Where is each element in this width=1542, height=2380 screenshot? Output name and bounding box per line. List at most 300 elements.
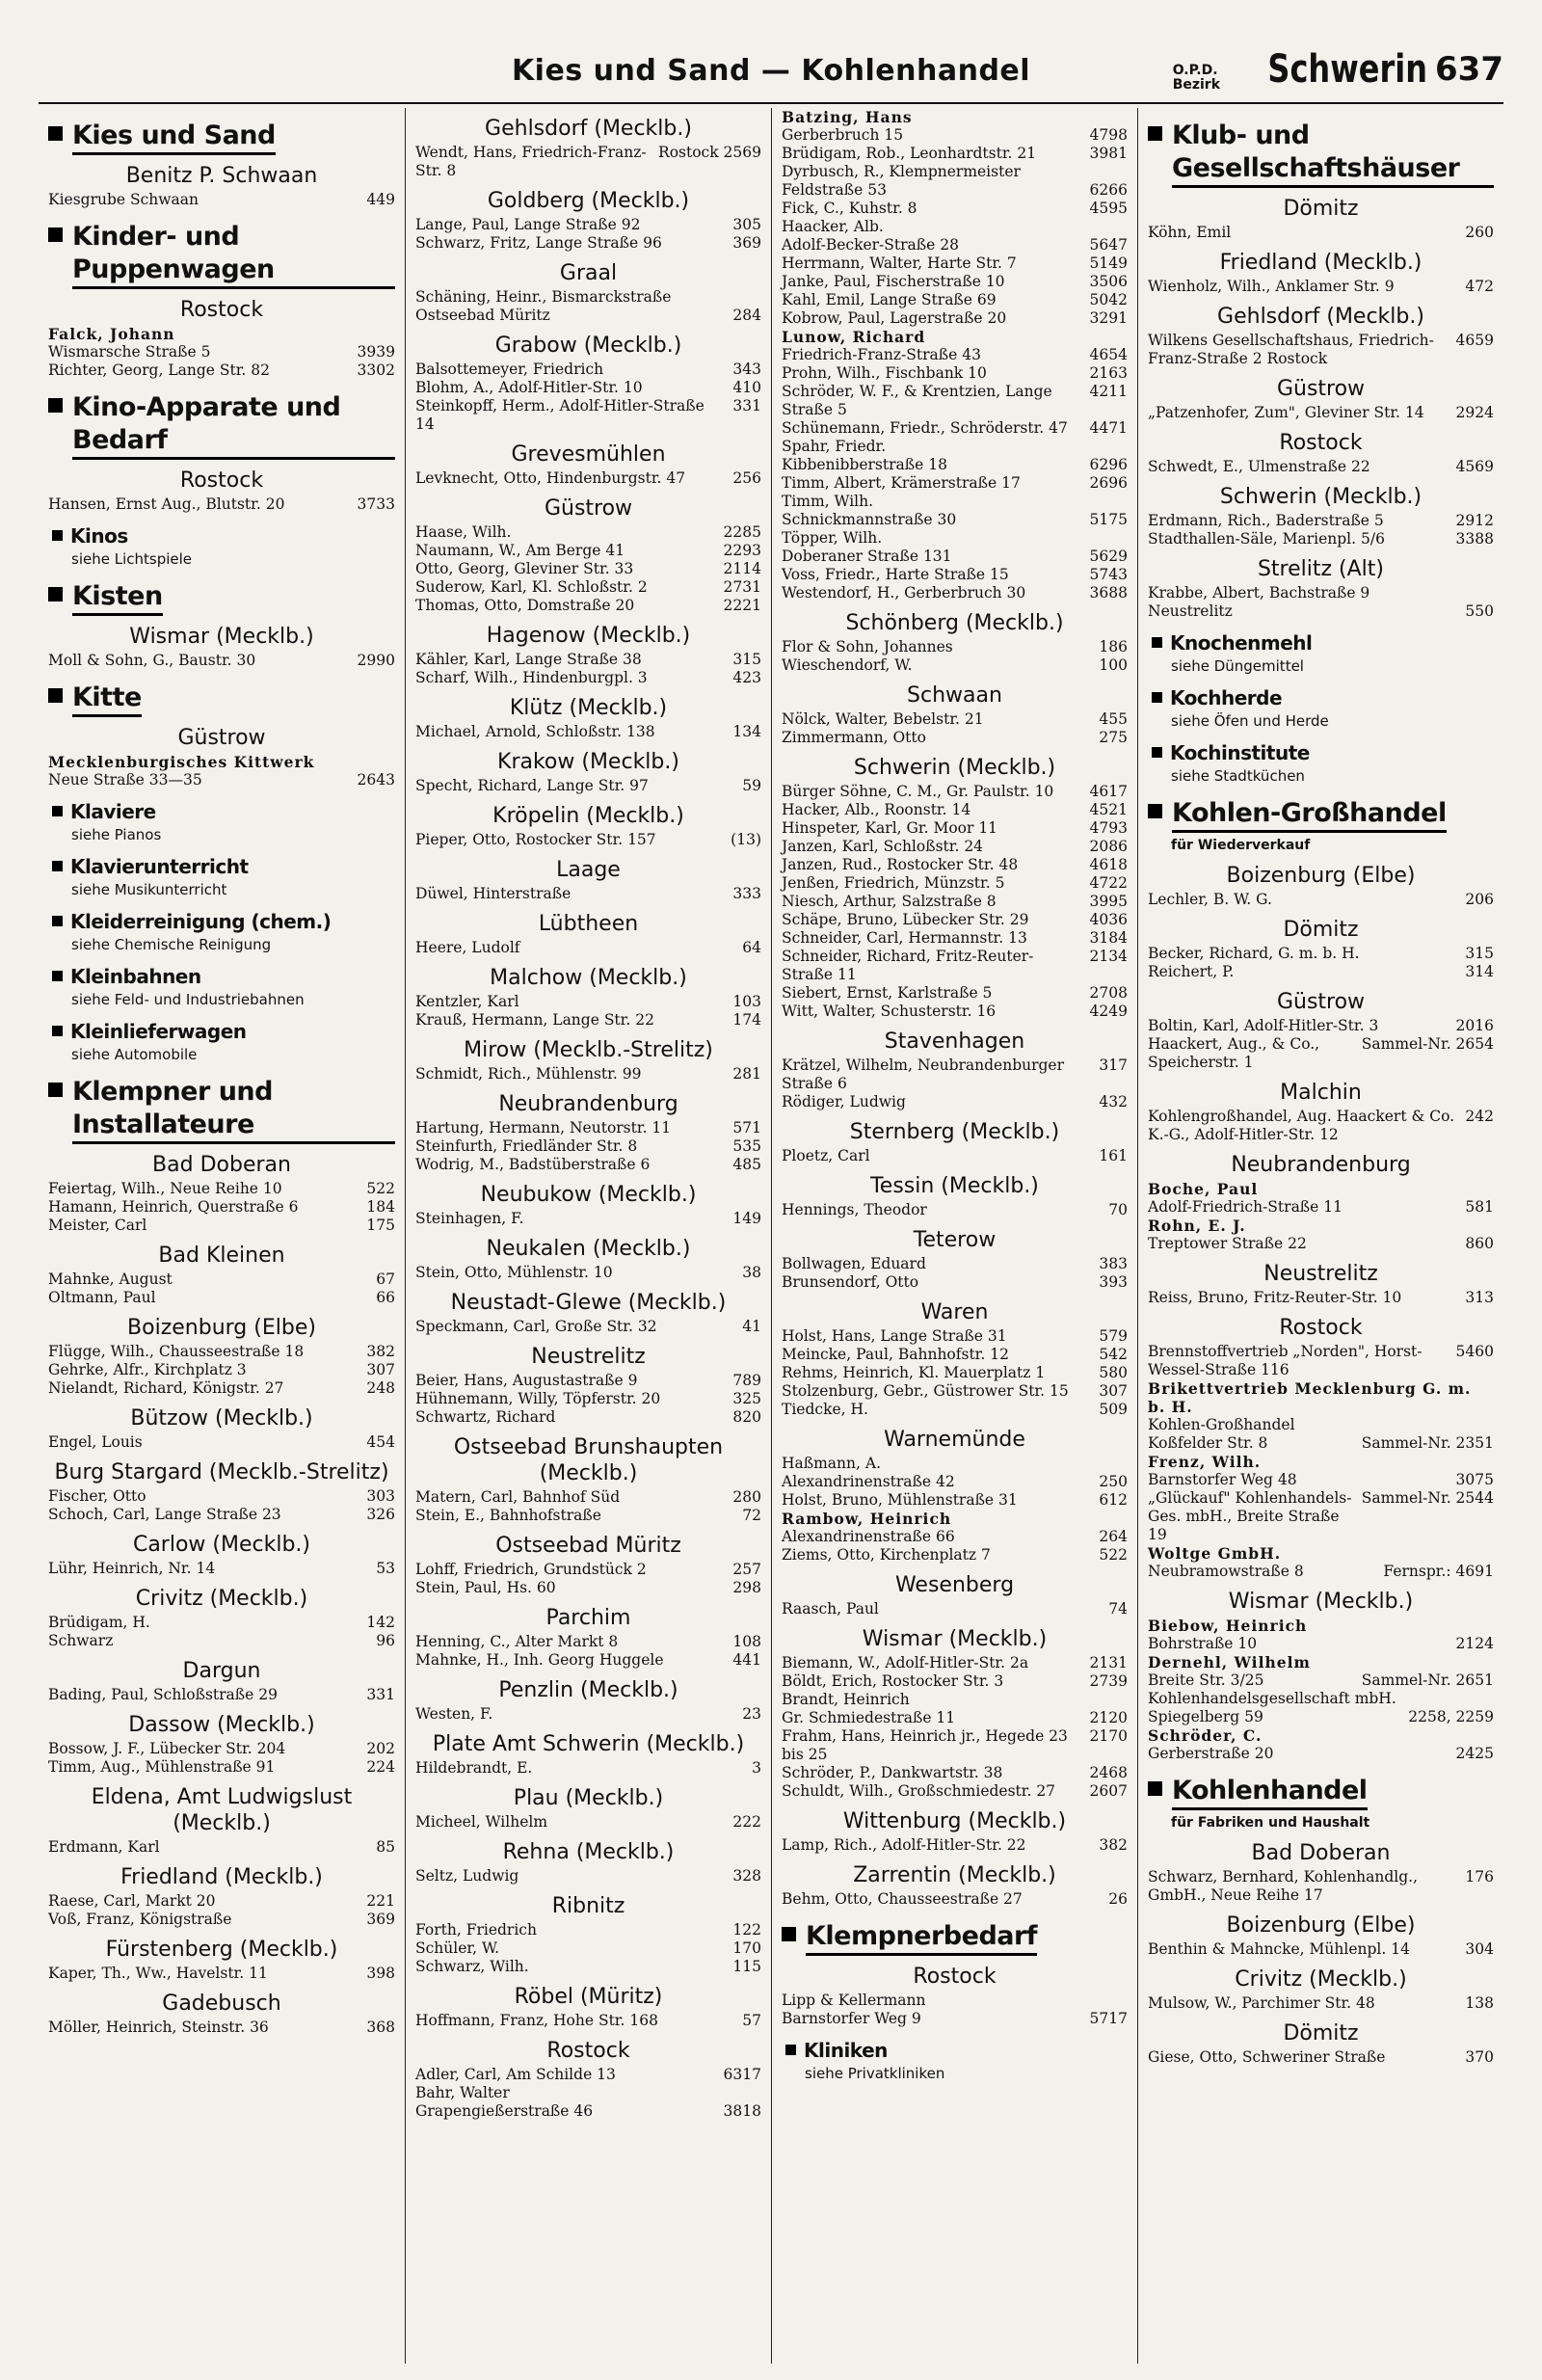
section-title: Klempner und Installateure: [72, 1076, 395, 1144]
section-subtitle: für Fabriken und Haushalt: [1171, 1815, 1370, 1831]
entry-name: Wodrig, M., Badstüberstraße 6: [415, 1156, 651, 1173]
entry-name: Westen, F.: [415, 1705, 493, 1723]
listing-entry: [782, 1401, 1128, 1419]
entry-phone: 4618: [1089, 856, 1128, 873]
entry-name: Reiss, Bruno, Fritz-Reuter-Str. 10: [1148, 1289, 1402, 1306]
listing-entry: [1148, 1035, 1494, 1072]
entry-name: Timm, Aug., Mühlenstraße 91: [48, 1758, 276, 1776]
entry-name: Koßfelder Str. 8: [1148, 1434, 1268, 1452]
entry-phone: [389, 325, 395, 343]
entry-name: Specht, Richard, Lange Str. 97: [415, 777, 649, 794]
section-heading: [1148, 742, 1494, 763]
listing-entry: [782, 1654, 1128, 1672]
entry-phone: 2124: [1455, 1635, 1494, 1652]
entry-name: Westendorf, H., Gerberbruch 30: [782, 584, 1026, 602]
entry-name: Rambow, Heinrich: [782, 1510, 952, 1528]
listing-entry: [1148, 1017, 1494, 1035]
cross-reference: siehe Düngemittel: [1171, 657, 1304, 675]
entry-name: Behm, Otto, Chausseestraße 27: [782, 1890, 1023, 1908]
entry-phone: 343: [732, 361, 761, 378]
section-bullet-icon: [1152, 637, 1162, 648]
entry-name: Timm, Wilh.: [782, 493, 874, 510]
entry-name: Schröder, P., Dankwartstr. 38: [782, 1764, 1003, 1781]
cross-reference: siehe Lichtspiele: [71, 550, 193, 568]
entry-phone: 264: [1099, 1528, 1128, 1545]
entry-phone: 2285: [723, 523, 761, 541]
entry-name: Wienholz, Wilh., Anklamer Str. 9: [1148, 278, 1395, 295]
listing-entry: [415, 2084, 761, 2102]
listing-entry: [1148, 584, 1494, 602]
listing-entry: [782, 309, 1128, 328]
entry-phone: 2163: [1089, 364, 1128, 382]
cross-reference: siehe Öfen und Herde: [1171, 712, 1329, 730]
place-heading: Ostseebad Brunshaupten (Mecklb.): [453, 1435, 724, 1485]
place-heading: Boizenburg (Elbe): [1226, 864, 1416, 888]
entry-name: Schwartz, Richard: [415, 1408, 556, 1426]
entry-name: Boltin, Karl, Adolf-Hitler-Str. 3: [1148, 1017, 1379, 1034]
entry-name: Lamp, Rich., Adolf-Hitler-Str. 22: [782, 1836, 1026, 1854]
listing-entry: [782, 456, 1128, 474]
listing-entry: [415, 885, 761, 903]
entry-name: Gr. Schmiedestraße 11: [782, 1709, 956, 1726]
entry-name: Blohm, A., Adolf-Hitler-Str. 10: [415, 379, 643, 396]
section-bullet-icon: [1152, 692, 1162, 703]
cross-reference: siehe Pianos: [71, 826, 162, 843]
place-heading: Neubrandenburg: [1231, 1153, 1411, 1177]
entry-name: Speckmann, Carl, Große Str. 32: [415, 1318, 657, 1335]
entry-phone: 331: [366, 1686, 395, 1703]
entry-name: Mecklenburgisches Kittwerk: [48, 753, 315, 771]
entry-phone: 3995: [1089, 893, 1128, 910]
place-heading: Grabow (Mecklb.): [494, 334, 682, 358]
section-bullet-icon: [48, 227, 63, 242]
listing-entry: [782, 1691, 1128, 1709]
section-heading: [48, 391, 395, 460]
place-heading: Dömitz: [1283, 197, 1359, 221]
listing-entry: [782, 511, 1128, 529]
entry-phone: 454: [366, 1433, 395, 1451]
listing-entry: [782, 948, 1128, 984]
entry-name: Beier, Hans, Augustastraße 9: [415, 1372, 638, 1389]
listing-entry: [415, 1408, 761, 1427]
place-heading: Güstrow: [1276, 990, 1366, 1014]
entry-name: Stein, Paul, Hs. 60: [415, 1579, 556, 1596]
listing-entry: [415, 1633, 761, 1651]
entry-phone: 579: [1099, 1327, 1128, 1345]
entry-name: Siebert, Ernst, Karlstraße 5: [782, 984, 993, 1002]
entry-name: Rohn, E. J.: [1148, 1217, 1246, 1235]
entry-phone: 4471: [1089, 419, 1128, 437]
entry-phone: 580: [1099, 1364, 1128, 1381]
listing-entry: [1148, 1635, 1494, 1653]
entry-name: Schneider, Carl, Hermannstr. 13: [782, 929, 1027, 947]
place-heading: Malchow (Mecklb.): [490, 966, 687, 990]
section-title: Kitte: [72, 682, 142, 717]
section-bullet-icon: [48, 398, 63, 413]
entry-name: Dyrbusch, R., Klempnermeister: [782, 163, 1021, 180]
entry-name: Haase, Wilh.: [415, 523, 512, 541]
entry-phone: 5175: [1089, 511, 1128, 528]
entry-name: Schuldt, Wilh., Großschmiedestr. 27: [782, 1782, 1056, 1800]
section-heading: [1148, 632, 1494, 654]
listing-entry: [1148, 1726, 1494, 1745]
listing-entry: [782, 638, 1128, 656]
listing-entry: [1148, 1108, 1494, 1144]
entry-name: Neubramowstraße 8: [1148, 1563, 1304, 1580]
listing-entry: [48, 1217, 395, 1235]
section-bullet-icon: [48, 126, 63, 141]
entry-name: Dernehl, Wilhelm: [1148, 1653, 1311, 1671]
listing-entry: [415, 1065, 761, 1083]
place-heading: Rostock: [1279, 1316, 1363, 1340]
bezirk-label: Bezirk: [1172, 77, 1221, 93]
entry-phone: 333: [732, 885, 761, 902]
listing-entry: [48, 191, 395, 209]
section-heading: [782, 2040, 1128, 2061]
entry-phone: 53: [376, 1560, 395, 1577]
entry-name: Herrmann, Walter, Harte Str. 7: [782, 254, 1017, 272]
listing-entry: [415, 939, 761, 957]
entry-name: Michael, Arnold, Schloßstr. 138: [415, 723, 655, 740]
listing-entry: [782, 656, 1128, 675]
listing-entry: [1148, 404, 1494, 422]
section-title: Kino-Apparate und Bedarf: [72, 391, 395, 460]
entry-name: Voß, Franz, Königstraße: [48, 1911, 232, 1928]
listing-entry: [48, 1632, 395, 1650]
listing-entry: [782, 273, 1128, 291]
entry-phone: 103: [732, 993, 761, 1010]
entry-name: Gerberstraße 20: [1148, 1745, 1274, 1762]
entry-phone: 122: [732, 1921, 761, 1939]
listing-entry: [782, 984, 1128, 1003]
entry-name: Kähler, Karl, Lange Straße 38: [415, 651, 642, 668]
entry-phone: [1488, 1180, 1494, 1198]
entry-name: Hildebrandt, E.: [415, 1759, 533, 1777]
entry-phone: 423: [732, 669, 761, 686]
entry-phone: 542: [1099, 1346, 1128, 1363]
place-heading: Strelitz (Alt): [1257, 557, 1385, 581]
entry-name: Breite Str. 3/25: [1148, 1671, 1264, 1689]
section-title: Kochinstitute: [1170, 741, 1310, 764]
listing-entry: [415, 578, 761, 597]
listing-entry: [415, 1137, 761, 1156]
place-heading: Malchin: [1280, 1081, 1362, 1105]
listing-entry: [782, 729, 1128, 747]
entry-name: Stein, E., Bahnhofstraße: [415, 1507, 601, 1524]
entry-phone: [1488, 584, 1494, 602]
entry-phone: [1488, 1726, 1494, 1745]
section-title: Kliniken: [804, 2039, 888, 2062]
entry-phone: 4798: [1089, 126, 1128, 144]
listing-entry: [415, 993, 761, 1011]
entry-name: Matern, Carl, Bahnhof Süd: [415, 1488, 621, 1506]
entry-name: Wismarsche Straße 5: [48, 343, 211, 361]
section-title: Klavierunterricht: [70, 855, 249, 878]
listing-entry: [1148, 1544, 1494, 1563]
entry-name: Rehms, Heinrich, Kl. Mauerplatz 1: [782, 1364, 1046, 1381]
place-heading: Schwerin (Mecklb.): [1219, 485, 1422, 509]
entry-name: Spahr, Friedr.: [782, 438, 887, 455]
listing-entry: [1148, 1379, 1494, 1416]
cross-reference: siehe Stadtküchen: [1171, 767, 1305, 785]
section-title: Kleiderreinigung (chem.): [70, 910, 332, 933]
entry-phone: [1122, 529, 1128, 548]
entry-name: Scharf, Wilh., Hindenburgpl. 3: [415, 669, 648, 686]
entry-name: Jenßen, Friedrich, Münzstr. 5: [782, 874, 1005, 892]
entry-phone: 23: [742, 1705, 761, 1723]
listing-entry: [48, 495, 395, 514]
listing-entry: [782, 874, 1128, 893]
entry-name: Flor & Sohn, Johannes: [782, 638, 953, 655]
listing-entry: [48, 771, 395, 789]
entry-phone: [1488, 1617, 1494, 1635]
place-heading: Schönberg (Mecklb.): [845, 611, 1064, 635]
entry-name: Ziems, Otto, Kirchenplatz 7: [782, 1546, 991, 1564]
listing-entry: [48, 753, 395, 771]
entry-phone: 326: [366, 1506, 395, 1523]
section-heading: [48, 856, 395, 877]
entry-phone: 170: [732, 1939, 761, 1957]
entry-phone: 2425: [1455, 1745, 1494, 1762]
entry-name: Schoch, Carl, Lange Straße 23: [48, 1506, 281, 1523]
entry-phone: Sammel-Nr. 2544: [1361, 1489, 1494, 1507]
entry-phone: 96: [376, 1632, 395, 1649]
entry-phone: 314: [1465, 963, 1494, 980]
entry-name: Giese, Otto, Schweriner Straße: [1148, 2048, 1386, 2066]
place-heading: Bad Kleinen: [158, 1243, 285, 1268]
entry-name: Schünemann, Friedr., Schröderstr. 47: [782, 419, 1068, 437]
entry-name: Spiegelberg 59: [1148, 1708, 1263, 1725]
listing-entry: [415, 1210, 761, 1228]
entry-phone: 368: [366, 2019, 395, 2036]
listing-entry: [782, 1255, 1128, 1273]
section-title: Kisten: [72, 580, 163, 616]
entry-phone: 307: [1099, 1382, 1128, 1400]
entry-name: Fick, C., Kuhstr. 8: [782, 200, 917, 217]
section-title: Kleinlieferwagen: [70, 1020, 247, 1043]
entry-name: Kohlengroßhandel, Aug. Haackert & Co. K.-G., Adolf-Hitler-Str. 12: [1148, 1108, 1455, 1143]
entry-name: Adler, Carl, Am Schilde 13: [415, 2066, 616, 2083]
place-heading: Hagenow (Mecklb.): [486, 624, 691, 648]
listing-entry: [415, 1119, 761, 1137]
listing-entry: [415, 651, 761, 669]
entry-name: Neue Straße 33—35: [48, 771, 202, 789]
place-heading: Güstrow: [1276, 377, 1366, 401]
entry-name: Richter, Georg, Lange Str. 82: [48, 361, 270, 379]
listing-entry: [1148, 512, 1494, 530]
entry-phone: 2696: [1089, 474, 1128, 492]
entry-phone: 72: [742, 1507, 761, 1524]
entry-name: Schüler, W.: [415, 1939, 500, 1957]
listing-entry: [48, 1911, 395, 1929]
entry-phone: 860: [1465, 1235, 1494, 1252]
entry-name: Ploetz, Carl: [782, 1147, 870, 1164]
entry-name: Suderow, Karl, Kl. Schloßstr. 2: [415, 578, 648, 596]
listing-entry: [782, 1056, 1128, 1093]
entry-phone: 221: [366, 1892, 395, 1910]
entry-phone: 70: [1108, 1201, 1128, 1218]
entry-phone: 2708: [1089, 984, 1128, 1002]
entry-phone: 3506: [1089, 273, 1128, 290]
listing-entry: [782, 801, 1128, 819]
entry-phone: 281: [732, 1065, 761, 1083]
entry-phone: 449: [366, 191, 395, 208]
place-heading: Krakow (Mecklb.): [497, 750, 679, 774]
place-heading: Laage: [556, 858, 621, 882]
section-bullet-icon: [782, 1927, 796, 1941]
entry-phone: 304: [1465, 1940, 1494, 1958]
entry-name: Haßmann, A.: [782, 1455, 881, 1472]
entry-name: Mahnke, August: [48, 1270, 173, 1288]
entry-name: Naumann, W., Am Berge 41: [415, 542, 625, 559]
listing-entry: [415, 469, 761, 488]
entry-phone: 370: [1465, 2048, 1494, 2066]
entry-phone: 248: [366, 1379, 395, 1397]
entry-phone: 382: [366, 1343, 395, 1360]
entry-name: Benthin & Mahncke, Mühlenpl. 14: [1148, 1940, 1410, 1958]
entry-phone: 175: [366, 1217, 395, 1234]
entry-name: Voss, Friedr., Harte Straße 15: [782, 566, 1009, 583]
entry-phone: 4654: [1089, 346, 1128, 363]
listing-entry: [48, 325, 395, 343]
entry-phone: 242: [1465, 1108, 1494, 1125]
entry-name: Meincke, Paul, Bahnhofstr. 12: [782, 1346, 1009, 1363]
listing-entry: [48, 1838, 395, 1857]
entry-phone: [1122, 1510, 1128, 1528]
entry-phone: 535: [732, 1137, 761, 1155]
place-heading: Dömitz: [1283, 2021, 1359, 2046]
entry-name: Gerberbruch 15: [782, 126, 904, 144]
place-heading: Wismar (Mecklb.): [1228, 1590, 1414, 1614]
place-heading: Rostock: [546, 2039, 630, 2063]
entry-name: Bading, Paul, Schloßstraße 29: [48, 1686, 278, 1703]
entry-phone: 284: [732, 307, 761, 324]
entry-name: Witt, Walter, Schusterstr. 16: [782, 1003, 997, 1020]
place-heading: Röbel (Müritz): [514, 1985, 663, 2009]
place-heading: Gehlsdorf (Mecklb.): [1217, 305, 1424, 329]
section-bullet-icon: [1148, 804, 1162, 818]
place-heading: Boizenburg (Elbe): [127, 1316, 316, 1340]
entry-name: Alexandrinenstraße 42: [782, 1473, 955, 1490]
entry-phone: 142: [366, 1614, 395, 1631]
page-header: [39, 46, 1503, 104]
entry-phone: 369: [366, 1911, 395, 1928]
entry-name: Nölck, Walter, Bebelstr. 21: [782, 710, 984, 728]
place-heading: Schwerin (Mecklb.): [853, 756, 1056, 780]
entry-phone: 581: [1465, 1198, 1494, 1216]
listing-entry: [48, 1758, 395, 1777]
entry-phone: 398: [366, 1965, 395, 1982]
entry-phone: 5717: [1089, 2010, 1128, 2027]
place-heading: Sternberg (Mecklb.): [849, 1120, 1060, 1144]
listing-entry: [48, 343, 395, 361]
entry-name: Schwarz, Bernhard, Kohlenhandlg., GmbH., Neue Reihe 17: [1148, 1868, 1419, 1904]
entry-name: Reichert, P.: [1148, 963, 1235, 980]
listing-entry: [1148, 1745, 1494, 1763]
entry-name: Brüdigam, H.: [48, 1614, 150, 1631]
listing-entry: [1148, 1289, 1494, 1307]
place-heading: Dassow (Mecklb.): [128, 1713, 315, 1737]
entry-phone: 6296: [1089, 456, 1128, 473]
listing-entry: [415, 397, 761, 434]
listing-entry: [782, 893, 1128, 911]
entry-name: Balsottemeyer, Friedrich: [415, 361, 604, 378]
entry-name: Ostseebad Müritz: [415, 307, 550, 324]
entry-name: Haackert, Aug., & Co., Speicherstr. 1: [1148, 1035, 1320, 1071]
entry-name: Brandt, Heinrich: [782, 1691, 910, 1708]
listing-entry: [1148, 1653, 1494, 1671]
entry-phone: 6317: [723, 2066, 761, 2083]
place-heading: Schwaan: [907, 683, 1002, 708]
entry-phone: 5149: [1089, 254, 1128, 272]
entry-name: Adolf-Becker-Straße 28: [782, 236, 959, 254]
listing-entry: [782, 548, 1128, 566]
entry-name: Böldt, Erich, Rostocker Str. 3: [782, 1672, 1004, 1690]
place-heading: Rostock: [1279, 431, 1363, 455]
listing-entry: [782, 710, 1128, 729]
listing-entry: [48, 1289, 395, 1307]
listing-entry: [782, 1003, 1128, 1021]
listing-entry: [782, 1528, 1128, 1546]
place-heading: Wesenberg: [894, 1573, 1015, 1597]
listing-entry: [782, 1147, 1128, 1165]
listing-entry: [415, 1921, 761, 1939]
entry-name: Wendt, Hans, Friedrich-Franz-Str. 8: [415, 144, 647, 179]
entry-phone: 550: [1465, 602, 1494, 620]
listing-entry: [1148, 1180, 1494, 1198]
section-heading: [48, 221, 395, 289]
entry-name: Falck, Johann: [48, 325, 175, 343]
listing-entry: [782, 346, 1128, 364]
entry-name: Haacker, Alb.: [782, 218, 884, 235]
entry-name: Alexandrinenstraße 66: [782, 1528, 955, 1545]
listing-entry: [782, 1727, 1128, 1764]
entry-phone: 2607: [1089, 1782, 1128, 1800]
listing-entry: [1148, 1868, 1494, 1905]
place-heading: Benitz P. Schwaan: [125, 164, 318, 188]
entry-phone: 3981: [1089, 145, 1128, 162]
entry-phone: 2086: [1089, 838, 1128, 855]
entry-phone: 2468: [1089, 1764, 1128, 1781]
listing-entry: [782, 1364, 1128, 1382]
entry-name: Forth, Friedrich: [415, 1921, 537, 1939]
entry-phone: 64: [742, 939, 761, 956]
section-heading: [782, 1920, 1128, 1956]
listing-entry: [48, 1614, 395, 1632]
listing-entry: [48, 1270, 395, 1289]
entry-name: Hartung, Hermann, Neutorstr. 11: [415, 1119, 672, 1137]
entry-name: Stolzenburg, Gebr., Güstrower Str. 15: [782, 1382, 1069, 1400]
listing-entry: [415, 1488, 761, 1507]
entry-name: Schnickmannstraße 30: [782, 511, 957, 528]
listing-entry: [782, 838, 1128, 856]
entry-phone: 382: [1099, 1836, 1128, 1854]
listing-entry: [1148, 1453, 1494, 1471]
entry-name: Schmidt, Rich., Mühlenstr. 99: [415, 1065, 642, 1083]
listing-entry: [1148, 1617, 1494, 1635]
entry-name: Fischer, Otto: [48, 1487, 146, 1505]
listing-entry: [48, 361, 395, 380]
entry-phone: 2134: [1089, 948, 1128, 965]
entry-phone: 275: [1099, 729, 1128, 746]
entry-name: Niesch, Arthur, Salzstraße 8: [782, 893, 997, 910]
entry-phone: 317: [1099, 1056, 1128, 1074]
listing-entry: [415, 1958, 761, 1976]
section-title: Klaviere: [70, 800, 156, 823]
listing-entry: [782, 328, 1128, 346]
entry-phone: 383: [1099, 1255, 1128, 1272]
entry-name: Pieper, Otto, Rostocker Str. 157: [415, 831, 656, 848]
